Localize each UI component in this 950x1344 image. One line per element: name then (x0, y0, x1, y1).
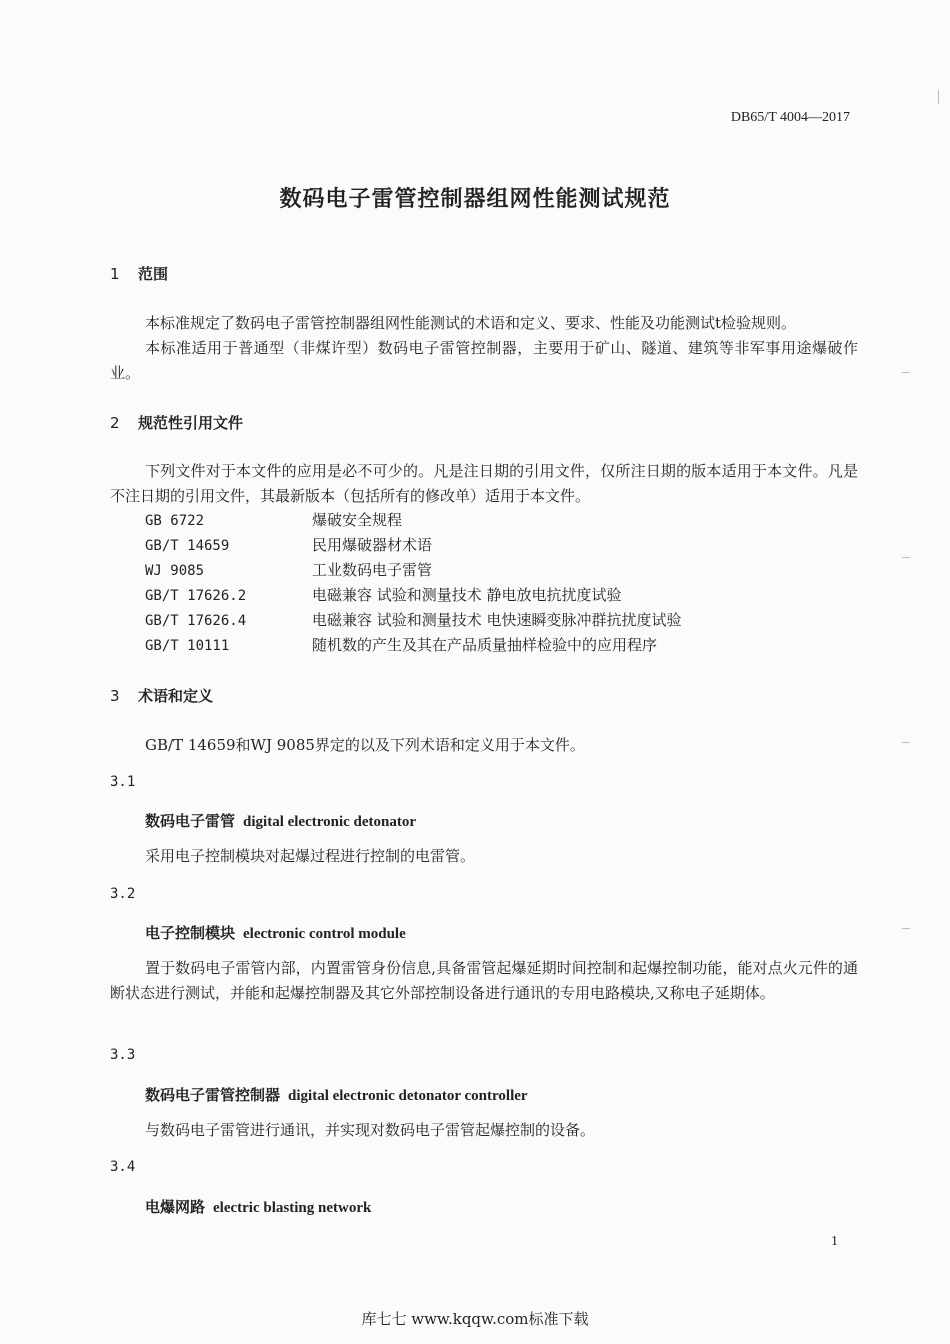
scan-edge-mark (902, 557, 910, 558)
section-2-paragraph-1: 下列文件对于本文件的应用是必不可少的。凡是注日期的引用文件，仅所注日期的版本适用于本文件。凡是不注日期的引用文件，其最新版本（包括所有的修改单）适用于本文件。 (110, 462, 858, 505)
term-heading (145, 922, 406, 943)
section-number: 2 (110, 414, 120, 432)
section-number: 3 (110, 687, 120, 705)
reference-row (145, 633, 657, 658)
term-heading (145, 1084, 528, 1105)
term-definition: 置于数码电子雷管内部，内置雷管身份信息,具备雷管起爆延期时间控制和起爆控制功能，能对点火元件的通断状态进行测试，并能和起爆控制器及其它外部控制设备进行通讯的专用电路模块,又称电子延期体。 (110, 959, 858, 1002)
clause-number: 3.2 (110, 886, 136, 902)
term-english: electric blasting network (213, 1200, 372, 1216)
clause-number: 3.4 (110, 1159, 136, 1175)
reference-name: 民用爆破器材术语 (312, 536, 433, 554)
term-chinese: 电子控制模块 (145, 924, 236, 942)
reference-row (145, 608, 682, 633)
section-title: 规范性引用文件 (138, 414, 244, 432)
section-1-paragraph-2: 本标准适用于普通型（非煤许型）数码电子雷管控制器，主要用于矿山、隧道、建筑等非军事用途爆破作业。 (110, 339, 858, 382)
reference-name: 爆破安全规程 (312, 511, 403, 529)
reference-name: 电磁兼容 试验和测量技术 电快速瞬变脉冲群抗扰度试验 (312, 611, 682, 629)
reference-row (145, 558, 432, 583)
document-title: 数码电子雷管控制器组网性能测试规范 (279, 187, 671, 212)
section-3-heading (110, 685, 213, 706)
scan-edge-mark (902, 928, 910, 929)
term-heading (145, 1196, 371, 1217)
reference-row (145, 583, 622, 608)
reference-code: WJ 9085 (145, 563, 205, 579)
reference-name: 随机数的产生及其在产品质量抽样检验中的应用程序 (312, 636, 658, 654)
footer-watermark: 库七七 www.kqqw.com标准下载 (361, 1310, 589, 1328)
term-chinese: 数码电子雷管控制器 (145, 1086, 281, 1104)
scan-edge-mark (938, 90, 939, 104)
term-english: digital electronic detonator controller (288, 1088, 528, 1104)
page-number: 1 (831, 1234, 838, 1249)
section-number: 1 (110, 265, 120, 283)
section-1-paragraph-1: 本标准规定了数码电子雷管控制器组网性能测试的术语和定义、要求、性能及功能测试t检验规则。 (145, 314, 797, 332)
reference-code: GB 6722 (145, 513, 205, 529)
section-title: 术语和定义 (138, 687, 214, 705)
scan-edge-mark (902, 372, 910, 373)
reference-code: GB/T 17626.2 (145, 588, 247, 604)
section-title: 范围 (138, 265, 169, 283)
scan-edge-mark (902, 742, 910, 743)
reference-name: 工业数码电子雷管 (312, 561, 433, 579)
term-definition: 与数码电子雷管进行通讯，并实现对数码电子雷管起爆控制的设备。 (145, 1121, 596, 1139)
reference-code: GB/T 10111 (145, 638, 230, 654)
reference-row (145, 533, 432, 558)
document-code: DB65/T 4004—2017 (730, 110, 850, 125)
term-chinese: 电爆网路 (145, 1198, 206, 1216)
reference-row (145, 508, 402, 533)
section-3-intro: GB/T 14659和WJ 9085界定的以及下列术语和定义用于本文件。 (145, 736, 585, 754)
reference-name: 电磁兼容 试验和测量技术 静电放电抗扰度试验 (312, 586, 622, 604)
term-english: digital electronic detonator (243, 814, 417, 830)
term-chinese: 数码电子雷管 (145, 812, 236, 830)
clause-number: 3.3 (110, 1047, 136, 1063)
term-english: electronic control module (243, 926, 406, 942)
reference-code: GB/T 14659 (145, 538, 230, 554)
section-2-heading (110, 412, 243, 433)
clause-number: 3.1 (110, 774, 136, 790)
term-heading (145, 810, 416, 831)
section-1-heading (110, 263, 168, 284)
term-definition: 采用电子控制模块对起爆过程进行控制的电雷管。 (145, 847, 476, 865)
reference-code: GB/T 17626.4 (145, 613, 247, 629)
